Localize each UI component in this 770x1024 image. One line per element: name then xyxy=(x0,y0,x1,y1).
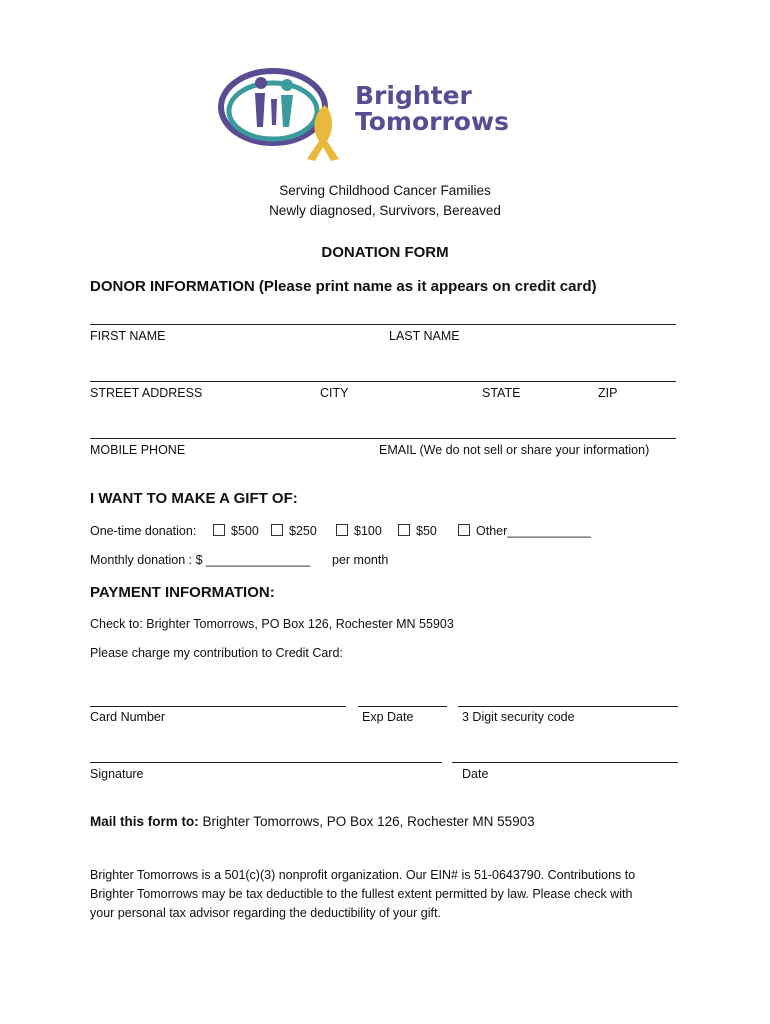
checkbox-icon[interactable] xyxy=(213,524,225,536)
footer-line-2: Brighter Tomorrows may be tax deductible to the fullest extent permitted by law. Please check with xyxy=(90,887,633,901)
address-line[interactable] xyxy=(90,381,676,382)
charge-text: Please charge my contribution to Credit Card: xyxy=(90,646,343,660)
option-50[interactable] xyxy=(398,524,437,538)
security-code-line[interactable] xyxy=(458,706,678,707)
street-label: STREET ADDRESS xyxy=(90,386,203,400)
mail-label: Mail this form to: xyxy=(90,814,199,829)
first-name-label: FIRST NAME xyxy=(90,329,166,343)
option-label: $100 xyxy=(354,524,382,538)
exp-date-line[interactable] xyxy=(358,706,447,707)
date-label: Date xyxy=(462,767,489,781)
phone-label: MOBILE PHONE xyxy=(90,443,186,457)
checkbox-icon[interactable] xyxy=(336,524,348,536)
contact-line[interactable] xyxy=(90,438,676,439)
option-250[interactable] xyxy=(271,524,317,538)
logo-line-1: Brighter xyxy=(355,81,472,110)
checkbox-icon[interactable] xyxy=(271,524,283,536)
tagline-1: Serving Childhood Cancer Families xyxy=(279,183,491,198)
exp-date-label: Exp Date xyxy=(362,710,414,724)
payment-heading: PAYMENT INFORMATION: xyxy=(90,584,275,601)
monthly-label: Monthly donation : $ _______________ xyxy=(90,553,311,567)
mail-line xyxy=(90,814,535,829)
footer-line-1: Brighter Tomorrows is a 501(c)(3) nonprofit organization. Our EIN# is 51-0643790. Contributions to xyxy=(90,868,636,882)
option-label: $50 xyxy=(416,524,437,538)
option-100[interactable] xyxy=(336,524,382,538)
card-number-line[interactable] xyxy=(90,706,346,707)
monthly-suffix: per month xyxy=(332,553,389,567)
signature-label: Signature xyxy=(90,767,144,781)
option-label: $250 xyxy=(289,524,317,538)
logo xyxy=(215,55,555,167)
option-label: $500 xyxy=(231,524,259,538)
donor-heading: DONOR INFORMATION (Please print name as it appears on credit card) xyxy=(90,278,597,295)
check-to-text: Check to: Brighter Tomorrows, PO Box 126, Rochester MN 55903 xyxy=(90,617,454,631)
option-other[interactable] xyxy=(458,524,591,538)
city-label: CITY xyxy=(320,386,349,400)
name-line[interactable] xyxy=(90,324,676,325)
option-500[interactable] xyxy=(213,524,259,538)
state-label: STATE xyxy=(482,386,521,400)
zip-label: ZIP xyxy=(598,386,618,400)
option-label: Other____________ xyxy=(476,524,591,538)
one-time-label: One-time donation: xyxy=(90,524,197,538)
gift-heading: I WANT TO MAKE A GIFT OF: xyxy=(90,490,298,507)
footer-line-3: your personal tax advisor regarding the deductibility of your gift. xyxy=(90,906,441,920)
signature-line[interactable] xyxy=(90,762,442,763)
security-code-label: 3 Digit security code xyxy=(462,710,575,724)
checkbox-icon[interactable] xyxy=(398,524,410,536)
card-number-label: Card Number xyxy=(90,710,166,724)
checkbox-icon[interactable] xyxy=(458,524,470,536)
form-title: DONATION FORM xyxy=(321,244,449,261)
tagline-2: Newly diagnosed, Survivors, Bereaved xyxy=(269,203,501,218)
logo-emblem-icon xyxy=(215,55,345,167)
mail-address: Brighter Tomorrows, PO Box 126, Rochester MN 55903 xyxy=(202,814,535,829)
logo-line-2: Tomorrows xyxy=(355,107,509,136)
last-name-label: LAST NAME xyxy=(389,329,460,343)
email-label: EMAIL (We do not sell or share your information) xyxy=(379,443,650,457)
date-line[interactable] xyxy=(452,762,678,763)
